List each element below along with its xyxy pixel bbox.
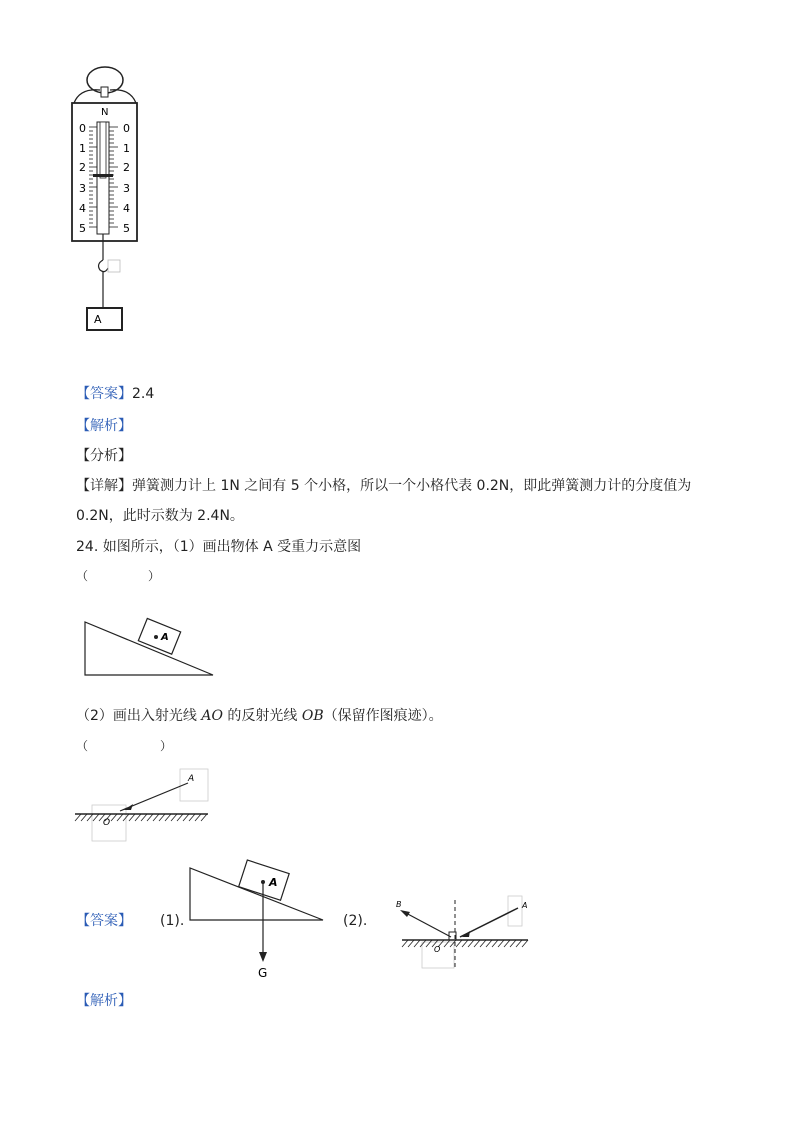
hatch-mark [147, 814, 153, 821]
hatch-mark [420, 940, 426, 947]
q24-analysis-tag: 【解析】 [76, 993, 132, 1009]
part2-pre: （2）画出入射光线 [76, 708, 202, 724]
q24-answer-tag: 【答案】 [76, 913, 132, 929]
hatch-mark [117, 814, 123, 821]
hatch-mark [135, 814, 141, 821]
hatch-mark [498, 940, 504, 947]
hatch-mark [153, 814, 159, 821]
ans1-label: (1). [160, 913, 185, 929]
answer-value: 2.4 [132, 386, 155, 402]
left-tick-label: 3 [79, 182, 86, 195]
ray-ao: AO [201, 708, 223, 724]
right-tick-label: 5 [123, 222, 130, 235]
part2-post: （保留作图痕迹）。 [323, 708, 443, 724]
q24-blank1: （ ） [76, 569, 161, 583]
part2-mid: 的反射光线 [222, 708, 302, 724]
left-tick-label: 0 [79, 122, 86, 135]
left-tick-label: 5 [79, 222, 86, 235]
hatch-mark [171, 814, 177, 821]
ray-ob: OB [301, 708, 324, 724]
ans2-label: (2). [343, 913, 368, 929]
hatch-mark [510, 940, 516, 947]
mirror-figure [70, 765, 220, 845]
hatch-mark [111, 814, 117, 821]
right-tick-label: 2 [123, 161, 130, 174]
detail-tag: 【详解】 [76, 478, 132, 494]
hatch-mark [468, 940, 474, 947]
incline-figure [80, 612, 220, 682]
hatch-mark [141, 814, 147, 821]
right-ticks [123, 122, 130, 235]
incline-block-label: A [161, 632, 169, 643]
mirror-label-o: O [103, 818, 111, 828]
q24-part2 [76, 706, 443, 726]
hatch-mark [492, 940, 498, 947]
hatch-mark [159, 814, 165, 821]
q23-fenxi-tag: 【分析】 [76, 448, 132, 464]
mirror-label-a: A [188, 774, 195, 784]
q23-detail-line2: 0.2N，此时示数为 2.4N。 [76, 508, 244, 524]
q23-analysis-tag: 【解析】 [76, 418, 132, 434]
hatch-mark [93, 814, 99, 821]
ans1-block-label: A [269, 876, 278, 889]
hatch-mark [402, 940, 408, 947]
hatch-mark [195, 814, 201, 821]
hatch-mark [75, 814, 81, 821]
q24-title: 24. 如图所示，（1）画出物体 A 受重力示意图 [76, 539, 362, 555]
hatch-mark [201, 814, 207, 821]
hatch-mark [480, 940, 486, 947]
q24-blank2: （ ） [76, 739, 173, 753]
hatch-mark [462, 940, 468, 947]
hatch-mark [522, 940, 528, 947]
hatch-mark [474, 940, 480, 947]
q23-detail-line1 [76, 476, 691, 496]
hatch-mark [189, 814, 195, 821]
hatch-mark [177, 814, 183, 821]
hatch-mark [486, 940, 492, 947]
right-tick-label: 0 [123, 122, 130, 135]
hatch-mark [426, 940, 432, 947]
detail-text: 弹簧测力计上 1N 之间有 5 个小格，所以一个小格代表 0.2N，即此弹簧测力计的分度值为 [132, 478, 692, 494]
hatch-mark [456, 940, 462, 947]
hatch-mark [129, 814, 135, 821]
ans2-label-o: O [434, 945, 441, 954]
left-tick-label: 4 [79, 202, 86, 215]
left-tick-label: 2 [79, 161, 86, 174]
right-tick-label: 3 [123, 182, 130, 195]
left-tick-label: 1 [79, 142, 86, 155]
block-label: A [94, 313, 102, 326]
hatch-mark [444, 940, 450, 947]
answer-tag: 【答案】 [76, 386, 132, 402]
ans2-label-b: B [396, 900, 402, 909]
hatch-mark [504, 940, 510, 947]
hatch-mark [414, 940, 420, 947]
left-ticks [79, 122, 86, 235]
hatch-mark [183, 814, 189, 821]
hatch-mark [81, 814, 87, 821]
right-tick-label: 1 [123, 142, 130, 155]
hatch-mark [165, 814, 171, 821]
spring-scale-figure [60, 60, 160, 335]
right-tick-label: 4 [123, 202, 130, 215]
answer1-figure [185, 858, 330, 980]
q23-answer-line [76, 384, 154, 404]
scale-unit: N [101, 107, 109, 118]
answer2-figure [378, 890, 538, 972]
hatch-mark [516, 940, 522, 947]
ans2-label-a: A [522, 901, 528, 910]
hatch-mark [408, 940, 414, 947]
gravity-label: G [258, 966, 268, 980]
